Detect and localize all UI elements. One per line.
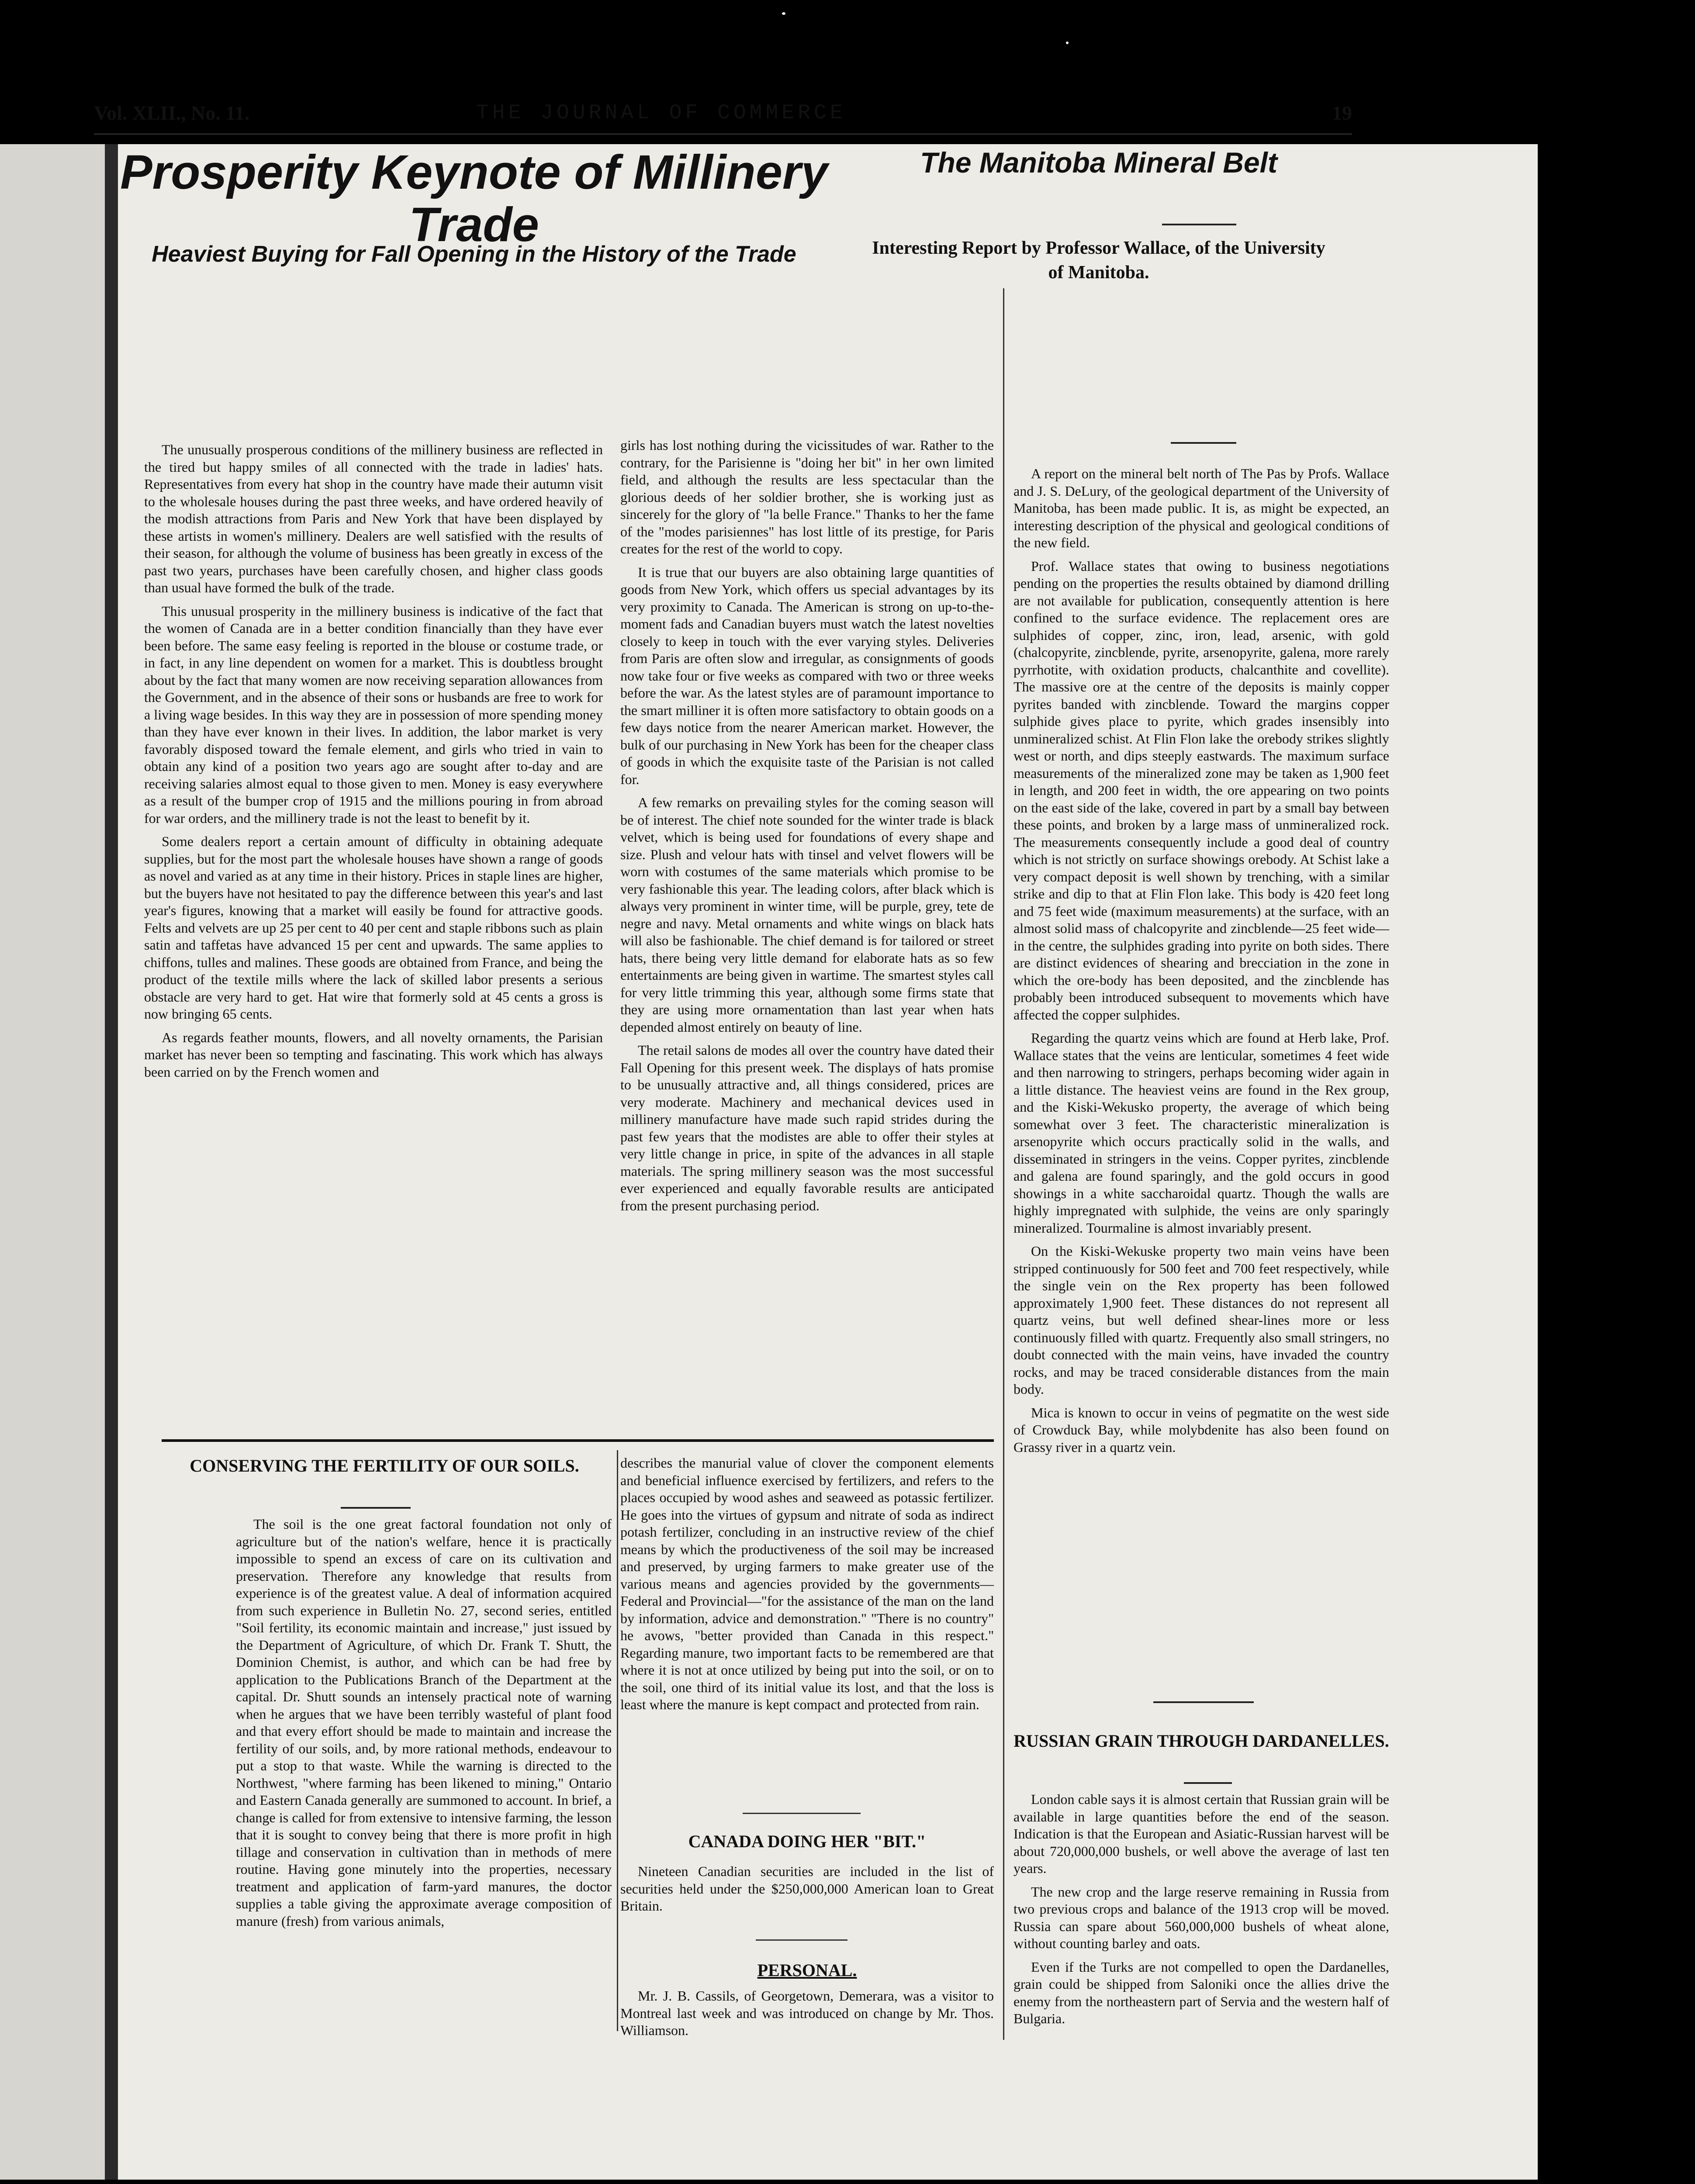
paragraph: girls has lost nothing during the vicissitudes of war. Rather to the contrary, for the Parisienne is "doing her bit" in her own limited field, and although the results are less spectacular than the glorious deeds of her soldier brother, she is working just as sincerely for the glory of "la belle France." Thanks to her the fame of the "modes parisiennes" has lost little of its prestige, for Paris creates for the rest of the world to copy. <box>620 437 994 556</box>
adjacent-page-edge <box>0 144 105 2180</box>
paragraph: Mr. J. B. Cassils, of Georgetown, Demerara, was a visitor to Montreal last week and was introduced on change by Mr. Thos. Williamson. <box>620 1988 994 2038</box>
manitoba-article-body <box>1014 465 1389 1693</box>
page-header <box>94 101 1352 132</box>
personal-headline: PERSONAL. <box>757 1960 857 1980</box>
paragraph: Some dealers report a certain amount of difficulty in obtaining adequate supplies, but for the most part the wholesale houses have shown a range of goods as novel and varied as at any time in their history. Prices in staple lines are higher, but the buyers have not hesitated to pay the difference between this year's and last year's figures, knowing that a market will easily be found for attractive goods. Felts and velvets are up 25 per cent to 40 per cent and staple ribbons such as plain satin and taffetas have advanced 15 per cent and upwards. The same applies to chiffons, tulles and malines. These goods are obtained from France, and being the product of the textile mills where the lack of skilled labor presents a serious obstacle are very hard to get. Hat wire that formerly sold at 45 cents a gross is now bringing 65 cents. <box>144 833 603 1022</box>
subheadline-rule <box>1171 442 1236 444</box>
paragraph: The retail salons de modes all over the country have dated their Fall Opening for this present week. The displays of hats promise to be unusually attractive and, all things considered, prices are very moderate. Machinery and mechanical devices used in millinery manufacture have made such rapid strides during the past few years that the modistes are able to offer their styles at very little change in price, in spite of the advances in all staple materials. The spring millinery season was the most successful ever experienced and equally favorable results are anticipated from the present purchasing period. <box>620 1042 994 1213</box>
section-divider <box>162 1439 994 1442</box>
canada-bit-body <box>620 1863 994 1937</box>
main-article-col2 <box>620 437 994 1433</box>
article-divider <box>743 1813 861 1814</box>
paragraph: Nineteen Canadian securities are included in the list of securities held under the $250,000,000 American loan to Great Britain. <box>620 1863 994 1914</box>
paragraph: A few remarks on prevailing styles for the coming season will be of interest. The chief note sounded for the winter trade is black velvet, which is being used for foundations of every shape and size. Plush and velour hats with tinsel and velvet flowers will be worn with costumes of the same materials which promise to be very fashionable this year. The leading colors, after black which is always very prominent in winter time, will be purple, grey, tete de negre and navy. Metal ornaments and white wings on black hats will also be fashionable. The chief demand is for tailored or street hats, there being very little demand for elaborate hats as so few entertainments are being given in wartime. The smartest styles call for very little trimming this year, although some firms state that they are using more ornamentation than last year when hats depended almost entirely on beauty of line. <box>620 795 994 1035</box>
header-rule <box>94 133 1352 135</box>
soils-headline: CONSERVING THE FERTILITY OF OUR SOILS. <box>190 1456 579 1476</box>
paragraph: The unusually prosperous conditions of the millinery business are reflected in the tired but happy smiles of all connected with the trade in ladies' hats. Representatives from every hat shop in the country have made their autumn visit to the wholesale houses during the past three weeks, and have ordered heavily of the modish attractions from Paris and New York that have been displayed by these artists in women's millinery. Dealers are well satisfied with the results of their season, for although the volume of business has been greatly in excess of the past two years, purchases have been carefully chosen, and higher class goods than usual have formed the bulk of the trade. <box>144 442 603 595</box>
main-headline: Prosperity Keynote of Millinery Trade <box>120 145 828 252</box>
page-number: 19 <box>1332 102 1352 124</box>
column-rule <box>617 1450 618 2031</box>
russian-grain-body <box>1014 1791 1389 2035</box>
paragraph: London cable says it is almost certain that Russian grain will be available in large quantities before the end of the season. Indication is that the European and Asiatic-Russian harvest will be about 720,000,000 bushels, or well above the average of last ten years. <box>1014 1791 1389 1876</box>
main-subheadline: Heaviest Buying for Fall Opening in the History of the Trade <box>152 242 796 267</box>
paragraph: describes the manurial value of clover the component elements and beneficial influence exercised by fertilizers, and refers to the places occupied by wood ashes and seaweed as potassic fertilizer. He goes into the virtues of gypsum and nitrate of soda as indirect potash fertilizer, concluding in an instructive review of the chief means by which the productiveness of the soil may be increased and preserved, by urging farmers to make greater use of the various means and agencies provided by the governments—Federal and Provincial—"for the assistance of the man on the land by information, advice and demonstration." "There is no country" he avows, "better provided than Canada in this respect." Regarding manure, two important facts to be remembered are that where it is not at once utilized by being put into the soil, or on to the soil, one third of its initial value its lost, and that the loss is least where the manure is kept compact and protected from rain. <box>620 1455 994 1712</box>
russian-grain-headline: RUSSIAN GRAIN THROUGH DARDANELLES. <box>1014 1731 1389 1751</box>
paragraph: Prof. Wallace states that owing to business negotiations pending on the properties the results obtained by diamond drilling are not available for publication, consequently attention is here confined to the surface evidence. The replacement ores are sulphides of copper, zinc, iron, lead, arsenic, with gold (chalcopyrite, zincblende, pyrite, arsenopyrite, galena, more rarely pyrrhotite, with oxidation products, chalcanthite and covellite). The massive ore at the centre of the deposits is mainly copper pyrites banded with zincblende. Toward the margins copper sulphide gives place to pyrite, which grades insensibly into unmineralized schist. At Flin Flon lake the orebody strikes slightly west or north, and dips steeply eastwards. The maximum surface measurements of the mineralized zone may be taken as 1,900 feet in length, and 200 feet in width, the ore appearing on two points on the east side of the lake, covered in part by a small bay between these points, and broken by a large mass of unmineralized rock. The measurements consequently include a good deal of country which is not strictly on surface showings orebody. At Schist lake a very compact deposit is well shown by trenching, with a similar strike and dip to that at Flin Flon lake. This body is 420 feet long and 75 feet wide (maximum measurements) at the surface, with an almost solid mass of chalcopyrite and zincblende—25 feet wide—in the centre, the sulphides grading into pyrite on both sides. There are distinct evidences of shearing and brecciation in the zone in which the ore-body has been deposited, and the zincblende has probably been introduced subsequent to movements which have affected the copper sulphides. <box>1014 558 1389 1023</box>
personal-body <box>620 1987 994 2040</box>
paragraph: Mica is known to occur in veins of pegmatite on the west side of Crowduck Bay, while molybdenite has also been found on Grassy river in a quartz vein. <box>1014 1404 1389 1455</box>
canada-bit-headline: CANADA DOING HER "BIT." <box>688 1832 926 1851</box>
volume-number: Vol. XLII., No. 11. <box>94 102 250 124</box>
main-article-col1 <box>144 441 603 1437</box>
journal-title: THE JOURNAL OF COMMERCE <box>476 101 846 125</box>
soils-article-col1 <box>236 1516 612 2040</box>
paragraph: Even if the Turks are not compelled to open the Dardanelles, grain could be shipped from Saloniki once the allies drive the enemy from the northeastern part of Servia and the western half of Bulgaria. <box>1014 1959 1389 2026</box>
headline-rule <box>341 1507 411 1509</box>
paragraph: Regarding the quartz veins which are found at Herb lake, Prof. Wallace states that the veins are lenticular, sometimes 4 feet wide and then narrowing to stringers, perhaps becoming wider again in a little distance. The heaviest veins are found in the Rex group, and the Kiski-Wekusko property, the average of which being somewhat over 3 feet. The characteristic mineralization is arsenopyrite which occurs practically solid in the walls, and disseminated in stringers in the veins. Copper pyrites, zincblende and galena are found sparingly, and the gold occurs in good showings in a white saccharoidal quartz. Though the walls are highly impregnated with sulphide, the veins are only sparingly mineralized. Tourmaline is almost invariably present. <box>1014 1030 1389 1236</box>
manitoba-subheadline: Interesting Report by Professor Wallace, of the University of Manitoba. <box>872 238 1325 283</box>
manitoba-headline: The Manitoba Mineral Belt <box>920 146 1277 179</box>
paragraph: The new crop and the large reserve remaining in Russia from two previous crops and balance of the 1913 crop will be moved. Russia can spare about 560,000,000 bushels of wheat alone, without counting barley and oats. <box>1014 1883 1389 1951</box>
page-gutter <box>105 144 118 2180</box>
paragraph: The soil is the one great factoral foundation not only of agriculture but of the nation's welfare, hence it is practically impossible to spend an excess of care on its cultivation and preservation. Therefore any knowledge that results from experience is of the greatest value. A deal of information acquired from such experience in Bulletin No. 27, second series, entitled "Soil fertility, its economic maintain and increase," just issued by the Department of Agriculture, of which Dr. Frank T. Shutt, the Dominion Chemist, is author, and which can be had free by application to the Publications Branch of the Department at the capital. Dr. Shutt sounds an intensely practical note of warning when he argues that we have been terribly wasteful of plant food and that every effort should be made to maintain and increase the fertility of our soils, and, by more rational methods, endeavour to put a stop to that waste. While the warning is directed to the Northwest, "where farming has been likened to mining," Ontario and Eastern Canada generally are summoned to account. In brief, a change is called for from extensive to intensive farming, the lesson that it is sought to convey being that there is more profit in high tillage and conservation in cultivation than in methods of mere routine. Having gone minutely into the properties, necessary treatment and application of farm-yard manures, the doctor supplies a table giving the approximate average composition of manure (fresh) from various animals, <box>236 1516 612 1929</box>
paragraph: A report on the mineral belt north of The Pas by Profs. Wallace and J. S. DeLury, of the geological department of the University of Manitoba, has been made public. It is, as might be expected, an interesting description of the physical and geological conditions of the new field. <box>1014 466 1389 550</box>
paragraph: It is true that our buyers are also obtaining large quantities of goods from New York, which offers us special advantages by its very proximity to Canada. The American is strong on up-to-the-moment fads and Canadian buyers must watch the latest novelties closely to keep in touch with the ever varying styles. Deliveries from Paris are often slow and irregular, as consignments of goods now take four or five weeks as compared with two or three weeks before the war. As the latest styles are of paramount importance to the smart milliner it is often more satisfactory to obtain goods on a few days notice from the nearer American market. However, the bulk of our purchasing in New York has been for the cheaper class of goods in which the exquisite taste of the Parisian is not called for. <box>620 564 994 787</box>
headline-rule <box>1162 224 1236 225</box>
film-speck <box>782 12 785 15</box>
paragraph: This unusual prosperity in the millinery business is indicative of the fact that the women of Canada are in a better condition financially than they have ever been before. The same easy feeling is reported in the blouse or costume trade, or in fact, in any line dependent on women for a market. This is doubtless brought about by the fact that many women are now receiving separation allowances from the Government, and in the absence of their sons or husbands are free to work for a living wage besides. In this way they are in possession of more spending money than they have ever known in their lives. In addition, the labor market is very favorably disposed toward the female element, and girls who tried in vain to obtain any kind of a position two years ago are sought after to-day and are receiving salaries almost equal to those given to men. Money is easy everywhere as a result of the bumper crop of 1915 and the millions pouring in from abroad for war orders, and the millinery trade is not the least to benefit by it. <box>144 603 603 826</box>
article-divider <box>756 1939 848 1941</box>
headline-rule <box>1184 1782 1232 1784</box>
paragraph: On the Kiski-Wekuske property two main veins have been stripped continuously for 500 feet and 700 feet respectively, while the single vein on the Rex property has been followed approximately 1,900 feet. These distances do not represent all quartz veins, but well defined shear-lines more or less continuously filled with quartz. Frequently also small stringers, no doubt connected with the main veins, have invaded the country rocks, and may be traced considerable distances from the main body. <box>1014 1243 1389 1397</box>
paragraph: As regards feather mounts, flowers, and all novelty ornaments, the Parisian market has never been so tempting and fascinating. This work which has always been carried on by the French women and <box>144 1029 603 1080</box>
article-divider <box>1153 1701 1254 1703</box>
column-rule <box>1003 288 1004 2040</box>
film-speck <box>1066 41 1069 44</box>
soils-article-col2 <box>620 1455 994 1760</box>
